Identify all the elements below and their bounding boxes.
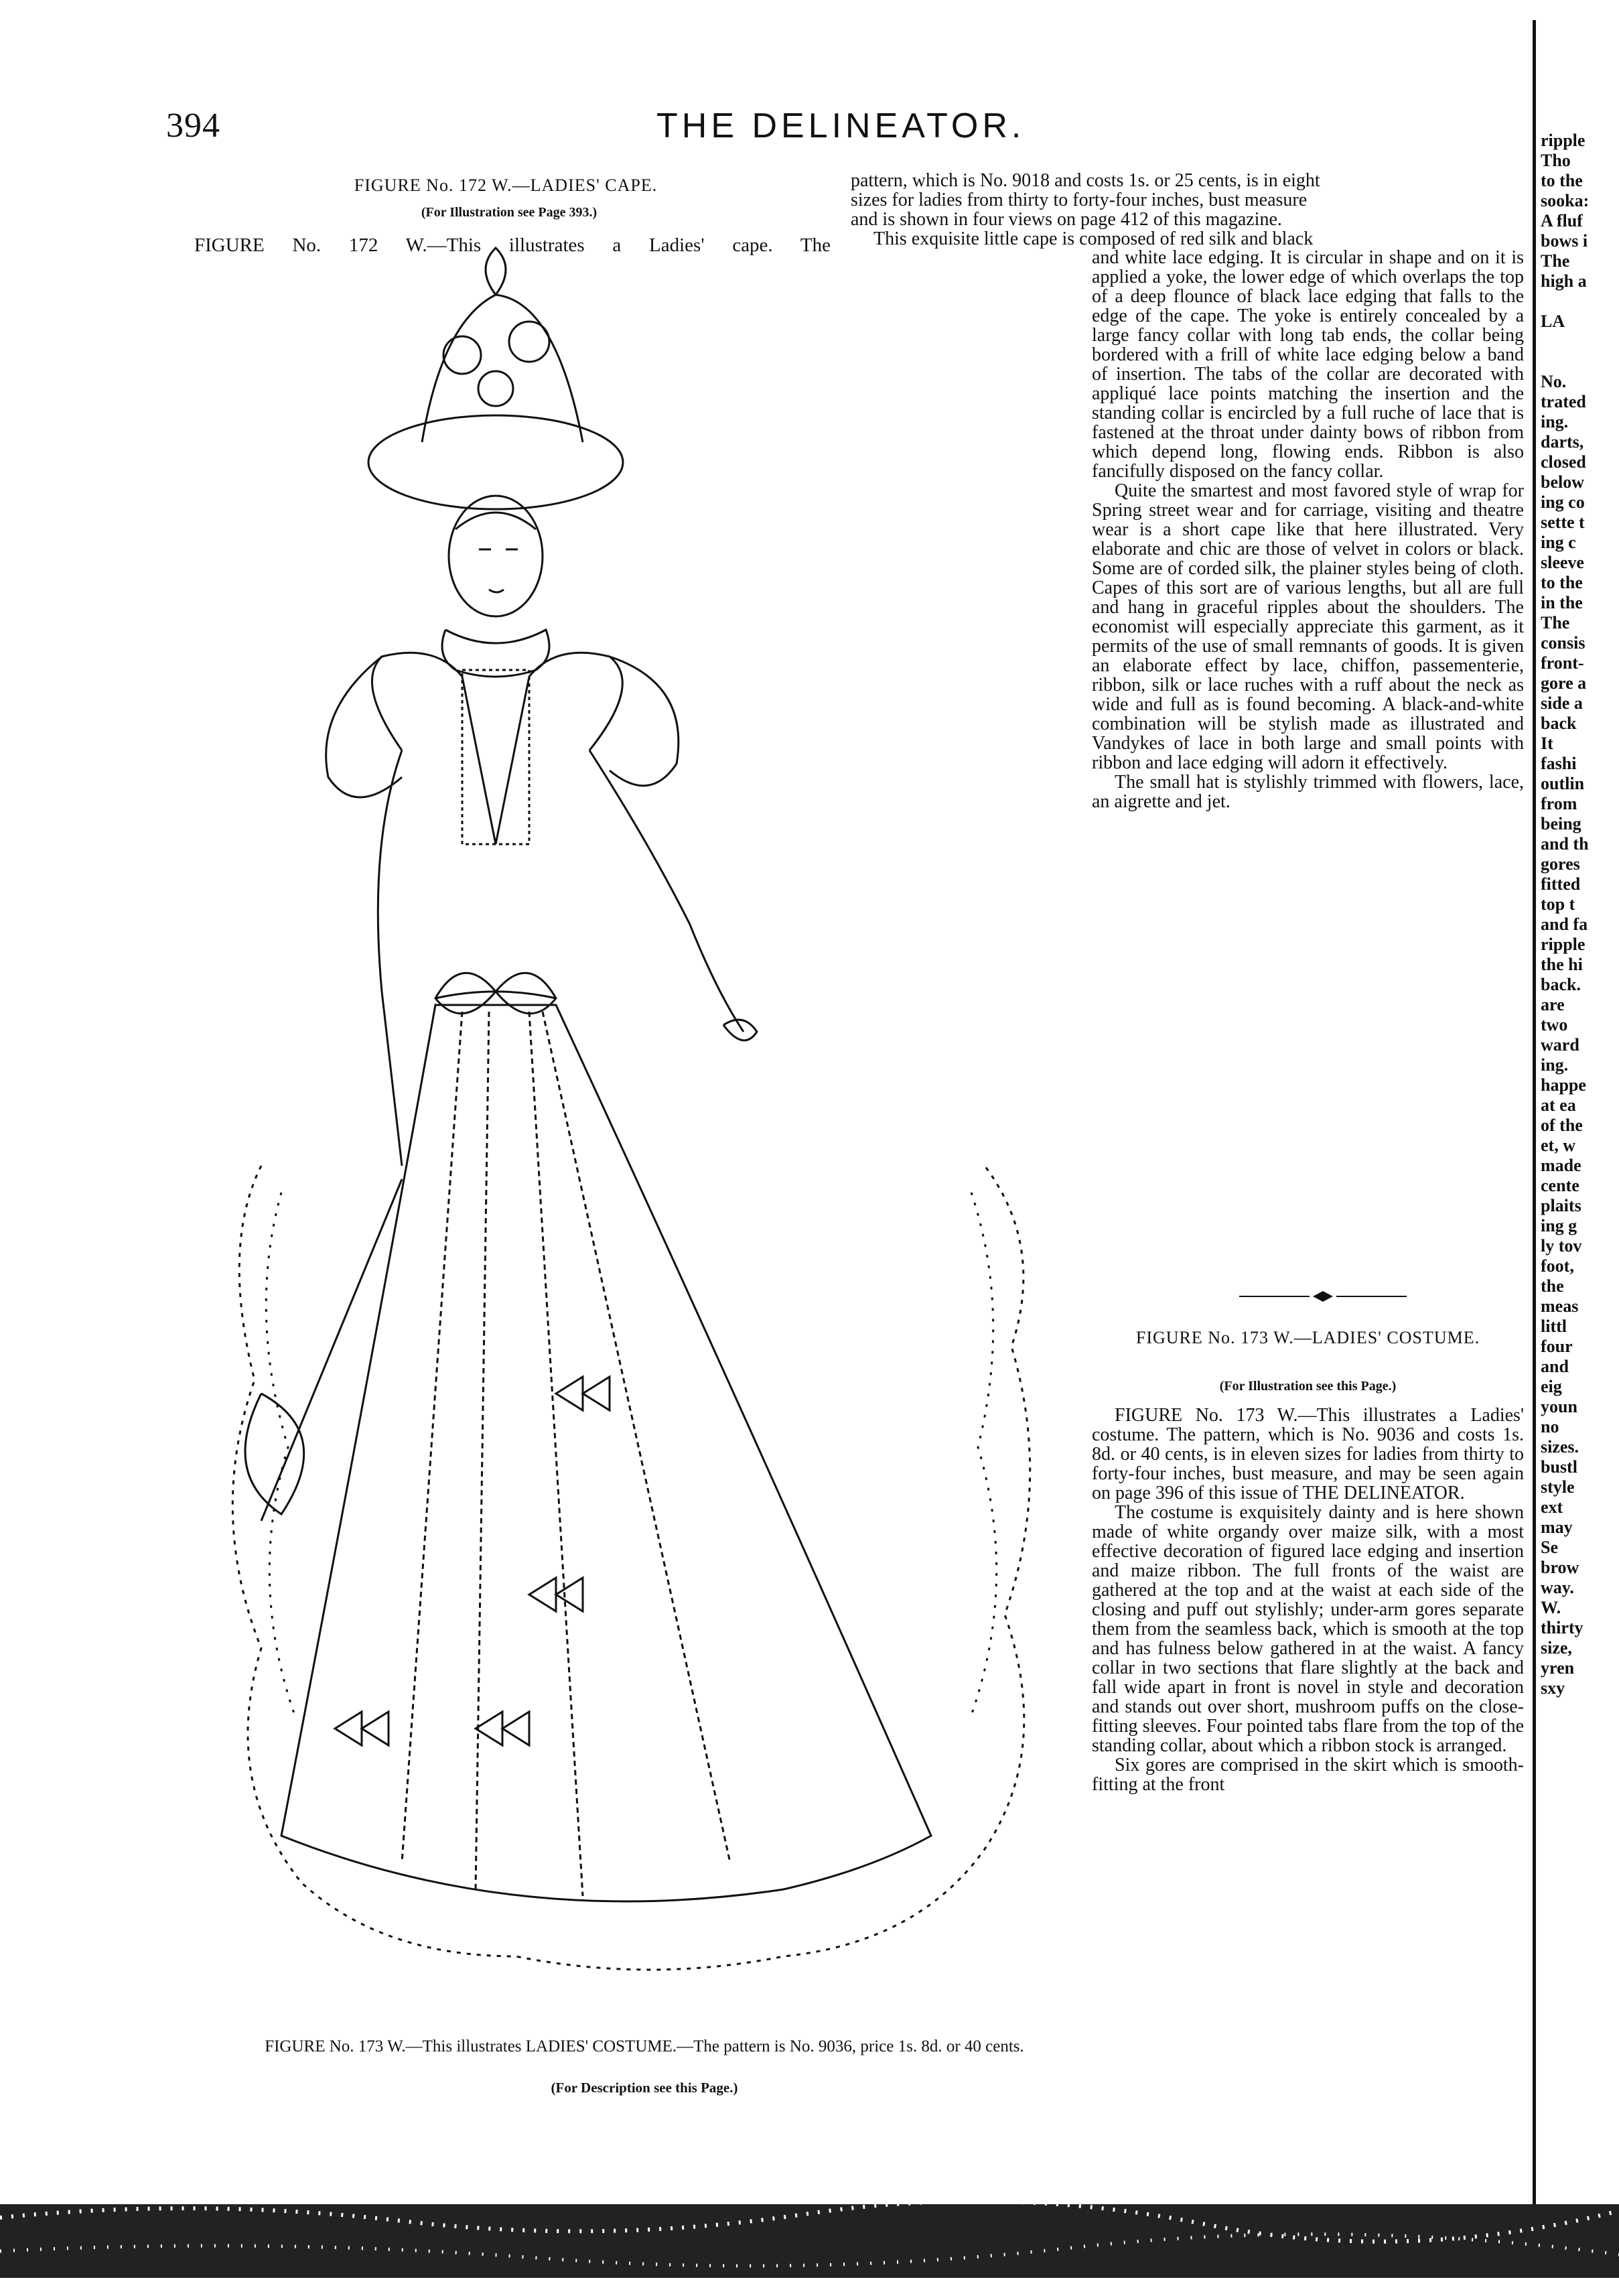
edge-fragment: yren	[1541, 1658, 1575, 1678]
edge-fragment: It	[1541, 734, 1553, 753]
fashion-engraving-illustration	[181, 241, 1085, 2037]
edge-fragment: bustl	[1541, 1457, 1577, 1477]
edge-fragment: littl	[1541, 1316, 1567, 1336]
edge-fragment: sizes.	[1541, 1437, 1579, 1457]
edge-fragment: front-	[1541, 653, 1584, 673]
edge-fragment: and th	[1541, 834, 1589, 854]
adjacent-page-fragment	[1541, 131, 1618, 2114]
edge-fragment: ing g	[1541, 1216, 1577, 1235]
edge-fragment: below	[1541, 472, 1584, 492]
figure-172-lead-line: FIGURE No. 172 W.—This illustrates a Ladies' cape. The	[194, 234, 831, 256]
column-2-main-text	[1092, 248, 1524, 811]
edge-fragment: from	[1541, 794, 1577, 813]
edge-fragment: W.	[1541, 1598, 1561, 1617]
edge-fragment: at ea	[1541, 1095, 1576, 1115]
edge-fragment: ward	[1541, 1035, 1579, 1055]
edge-fragment: bows i	[1541, 231, 1588, 251]
section-divider-ornament	[1239, 1290, 1407, 1303]
edge-fragment: darts,	[1541, 432, 1584, 452]
edge-fragment: LA	[1541, 312, 1565, 331]
edge-fragment: sleeve	[1541, 553, 1584, 572]
text-line: sizes for ladies from thirty to forty-four inches, bust measure	[851, 190, 1308, 210]
edge-fragment: ing c	[1541, 533, 1576, 552]
paragraph: FIGURE No. 173 W.—This illustrates a Ladies' costume. The pattern, which is No. 9036 and costs 1s. 8d. or 40 cents, is in eleven sizes for ladies from thirty to forty-four inches, bust measure, and may be seen again on page 396 of this issue of THE DELINEATOR.	[1092, 1405, 1524, 1503]
edge-fragment: youn	[1541, 1397, 1577, 1416]
edge-fragment: sooka:	[1541, 191, 1590, 210]
edge-fragment: ing co	[1541, 492, 1585, 512]
edge-fragment: size,	[1541, 1638, 1572, 1658]
column-2-top-text	[851, 171, 1524, 249]
edge-fragment: may	[1541, 1517, 1573, 1537]
edge-fragment	[1541, 291, 1618, 312]
edge-fragment: fitted	[1541, 874, 1581, 894]
edge-fragment: top t	[1541, 894, 1575, 914]
edge-fragment: and	[1541, 1357, 1569, 1376]
edge-fragment: cente	[1541, 1176, 1579, 1195]
edge-fragment: foot,	[1541, 1256, 1574, 1276]
edge-fragment: sxy	[1541, 1678, 1565, 1698]
edge-fragment: The	[1541, 613, 1570, 632]
column-2-lower-text	[1092, 1406, 1524, 1794]
edge-fragment: to the	[1541, 171, 1583, 190]
edge-fragment: thirty	[1541, 1618, 1583, 1637]
paragraph: Quite the smartest and most favored style of wrap for Spring street wear and for carriage, visiting and theatre wear is a short cape like that here illustrated. Very elaborate and chic are those of velvet in colors or black. Some are of corded silk, the plainer styles being of cloth. Capes of this sort are of various lengths, but all are full and hang in graceful ripples about the shoulders. The economist will especially appreciate this garment, as it permits of the use of small remnants of goods. It is given an elaborate effect by lace, chiffon, passementerie, ribbon, silk or lace ruches with a ruff about the neck as wide and full as is found becoming. A black-and-white combination will be stylish made as illustrated and Vandykes of lace in both large and small points with ribbon and lace edging will adorn it effectively.	[1092, 480, 1524, 773]
text-line: This exquisite little cape is composed of red silk and black	[873, 228, 1314, 249]
edge-fragment: to the	[1541, 573, 1583, 592]
edge-fragment: trated	[1541, 392, 1586, 411]
edge-fragment: style	[1541, 1477, 1575, 1497]
figure-173-caption-reference: (For Description see this Page.)	[551, 2080, 738, 2096]
figure-173-caption: FIGURE No. 173 W.—This illustrates LADIES' COSTUME.—The pattern is No. 9036, price 1s. 8d. or 40 cents.	[265, 2037, 1024, 2055]
scan-edge-noise	[0, 2191, 1619, 2296]
edge-fragment: et, w	[1541, 1136, 1575, 1155]
edge-fragment: fashi	[1541, 754, 1577, 773]
edge-fragment: ext	[1541, 1497, 1563, 1517]
edge-fragment: sette t	[1541, 513, 1585, 532]
edge-fragment: are	[1541, 995, 1565, 1014]
figure-172-heading: FIGURE No. 172 W.—LADIES' CAPE.	[354, 176, 658, 195]
figure-173-heading: FIGURE No. 173 W.—LADIES' COSTUME.	[1135, 1328, 1480, 1347]
edge-fragment: and fa	[1541, 915, 1588, 934]
edge-fragment: ripple	[1541, 131, 1586, 150]
edge-fragment	[1541, 352, 1618, 372]
edge-fragment: the	[1541, 1276, 1564, 1296]
edge-fragment: ing.	[1541, 412, 1569, 431]
edge-fragment: made	[1541, 1156, 1581, 1175]
edge-fragment: No.	[1541, 372, 1567, 391]
page-number: 394	[166, 107, 220, 145]
text-line: and is shown in four views on page 412 of this magazine.	[851, 209, 1282, 230]
column-rule	[1533, 20, 1536, 2271]
edge-fragment: of the	[1541, 1116, 1583, 1135]
edge-fragment: side a	[1541, 693, 1583, 713]
edge-fragment: four	[1541, 1337, 1573, 1356]
edge-fragment: ly tov	[1541, 1236, 1582, 1256]
edge-fragment: outlin	[1541, 774, 1585, 793]
paragraph: Six gores are comprised in the skirt which is smooth-fitting at the front	[1092, 1755, 1524, 1795]
edge-fragment: closed	[1541, 452, 1586, 472]
edge-fragment: back.	[1541, 975, 1581, 994]
edge-fragment: way.	[1541, 1578, 1574, 1597]
edge-fragment: the hi	[1541, 955, 1583, 974]
edge-fragment: no	[1541, 1417, 1559, 1436]
edge-fragment: back	[1541, 714, 1577, 733]
edge-fragment: consis	[1541, 633, 1586, 653]
edge-fragment: gores	[1541, 854, 1580, 874]
edge-fragment: Tho	[1541, 151, 1571, 170]
running-title: THE DELINEATOR.	[656, 107, 1026, 145]
edge-fragment: being	[1541, 814, 1581, 833]
edge-fragment: happe	[1541, 1075, 1586, 1095]
edge-fragment: ing.	[1541, 1055, 1569, 1075]
edge-fragment: A fluf	[1541, 211, 1583, 230]
edge-fragment: gore a	[1541, 673, 1587, 693]
edge-fragment	[1541, 332, 1618, 352]
paragraph: The costume is exquisitely dainty and is here shown made of white organdy over maize silk, with a most effective decoration of figured lace edging and insertion and maize ribbon. The full fronts of the waist are gathered at the top and at the waist at each side of the closing and puff out stylishly; under-arm gores separate them from the seamless back, which is smooth at the top and has fulness below gathered in at the waist. A fancy collar in two sections that flare slightly at the back and fall wide apart in front is novel in style and decoration and stands out over short, mushroom puffs on the close-fitting sleeves. Four pointed tabs flare from the top of the standing collar, about which a ribbon stock is arranged.	[1092, 1502, 1524, 1756]
edge-fragment: The	[1541, 251, 1570, 271]
edge-fragment: brow	[1541, 1558, 1579, 1577]
edge-fragment: Se	[1541, 1538, 1558, 1557]
edge-fragment: high a	[1541, 271, 1587, 291]
edge-fragment: eig	[1541, 1377, 1562, 1396]
paragraph: and white lace edging. It is circular in shape and on it is applied a yoke, the lower edge of which overlaps the top of a deep flounce of black lace edging that falls to the edge of the cape. The yoke is entirely concealed by a large fancy collar with long tab ends, the collar being bordered with a frill of white lace edging below a band of insertion. The tabs of the collar are decorated with appliqué lace points matching the insertion and the standing collar is encircled by a full ruche of lace that is fastened at the throat under dainty bows of ribbon from which depend long, flowing ends. Ribbon is also fancifully disposed on the fancy collar.	[1092, 247, 1524, 482]
figure-173-reference: (For Illustration see this Page.)	[1219, 1379, 1397, 1394]
text-line: pattern, which is No. 9018 and costs 1s. or 25 cents, is in eight	[851, 170, 1320, 191]
paragraph: The small hat is stylishly trimmed with flowers, lace, an aigrette and jet.	[1092, 772, 1524, 812]
edge-fragment: two	[1541, 1015, 1568, 1034]
edge-fragment: meas	[1541, 1296, 1579, 1316]
figure-172-reference: (For Illustration see Page 393.)	[421, 205, 597, 220]
edge-fragment: plaits	[1541, 1196, 1581, 1215]
edge-fragment: ripple	[1541, 935, 1586, 954]
edge-fragment: in the	[1541, 593, 1583, 612]
